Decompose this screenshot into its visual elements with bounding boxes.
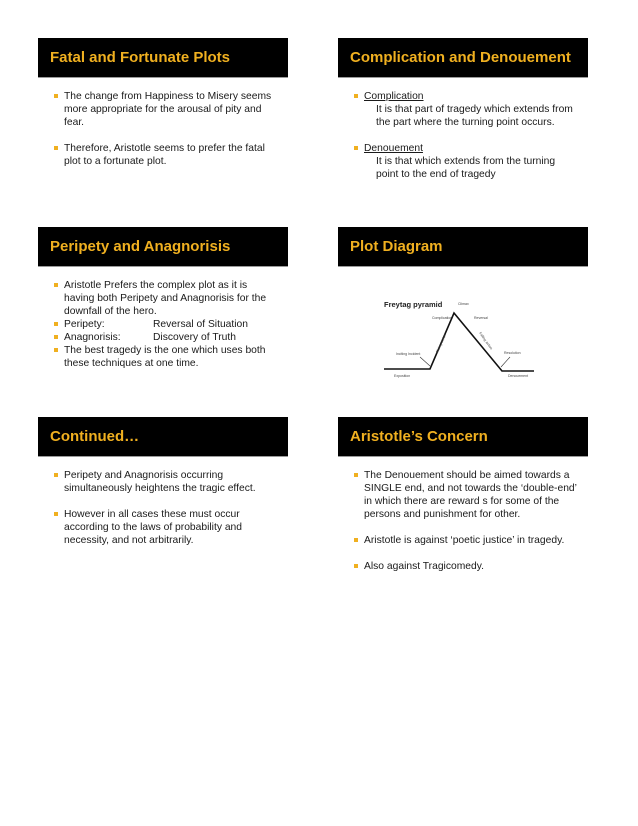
bullet-item — [54, 331, 278, 344]
term-definition: It is that which extends from the turning point to the end of tragedy — [376, 156, 556, 180]
freytag-pyramid-diagram — [382, 291, 542, 381]
resolution-arrow — [501, 357, 510, 367]
slide-title-bar — [338, 38, 588, 78]
bullet-item: Aristotle is against ‘poetic justice’ in tragedy. — [354, 534, 578, 547]
slide-title-bar — [38, 38, 288, 78]
label-falling-action: Falling action — [478, 331, 494, 351]
diagram-heading: Freytag pyramid — [384, 300, 443, 309]
def-term: Anagnorisis: — [64, 332, 121, 343]
bullet-item: The Denouement should be aimed towards a SINGLE end, and not towards the ‘double-end’ in which there are reward s for some of the persons and punishment for other. — [354, 469, 578, 521]
slide-title-bar — [38, 227, 288, 267]
slide-title: Peripety and Anagnorisis — [50, 238, 231, 255]
def-text: Reversal of Situation — [153, 319, 249, 330]
def-text: Discovery of Truth — [153, 332, 236, 343]
slide-title-bar — [38, 417, 288, 457]
label-exposition: Exposition — [394, 374, 411, 378]
label-resolution: Resolution — [504, 351, 521, 355]
def-term: Peripety: — [64, 319, 105, 330]
slide-title-bar — [338, 227, 588, 267]
slide-title: Continued… — [50, 428, 140, 445]
slide-title-bar — [338, 417, 588, 457]
label-rising-action: Rising action — [435, 333, 448, 354]
slide-body — [354, 469, 578, 573]
slide-title: Aristotle’s Concern — [350, 428, 488, 445]
inciting-arrow — [420, 357, 430, 366]
slide-title: Fatal and Fortunate Plots — [50, 49, 231, 66]
slide-body — [354, 90, 578, 181]
bullet-item: The change from Happiness to Misery seems more appropriate for the arousal of pity and fear. — [54, 90, 278, 129]
label-reversal: Reversal — [474, 316, 488, 320]
term-heading: Complication — [364, 91, 424, 102]
slide-title: Complication and Denouement — [350, 49, 571, 66]
pyramid-line — [384, 313, 534, 371]
slide-body — [54, 469, 278, 547]
label-denouement: Denouement — [508, 374, 529, 378]
term-definition: It is that part of tragedy which extends from the part where the turning point occurs. — [376, 104, 573, 128]
bullet-item: Therefore, Aristotle seems to prefer the fatal plot to a fortunate plot. — [54, 142, 278, 168]
bullet-item: Peripety and Anagnorisis occurring simultaneously heightens the tragic effect. — [54, 469, 278, 495]
slide-title: Plot Diagram — [350, 238, 443, 255]
label-complication: Complication — [432, 316, 453, 320]
slide-body — [54, 90, 278, 168]
bullet-item: However in all cases these must occur according to the laws of probability and necessity, and not arbitrarily. — [54, 508, 278, 547]
bullet-item: The best tragedy is the one which uses both these techniques at one time. — [54, 344, 278, 370]
bullet-item — [354, 90, 578, 129]
slide-body — [54, 279, 278, 370]
bullet-item: Aristotle Prefers the complex plot as it is having both Peripety and Anagnorisis for the downfall of the hero. — [54, 279, 278, 318]
term-heading: Denouement — [364, 143, 423, 154]
bullet-item — [54, 318, 278, 331]
bullet-item: Also against Tragicomedy. — [354, 560, 578, 573]
label-inciting-incident: Inciting Incident — [396, 352, 421, 356]
label-climax: Climax — [458, 302, 469, 306]
bullet-item — [354, 142, 578, 181]
